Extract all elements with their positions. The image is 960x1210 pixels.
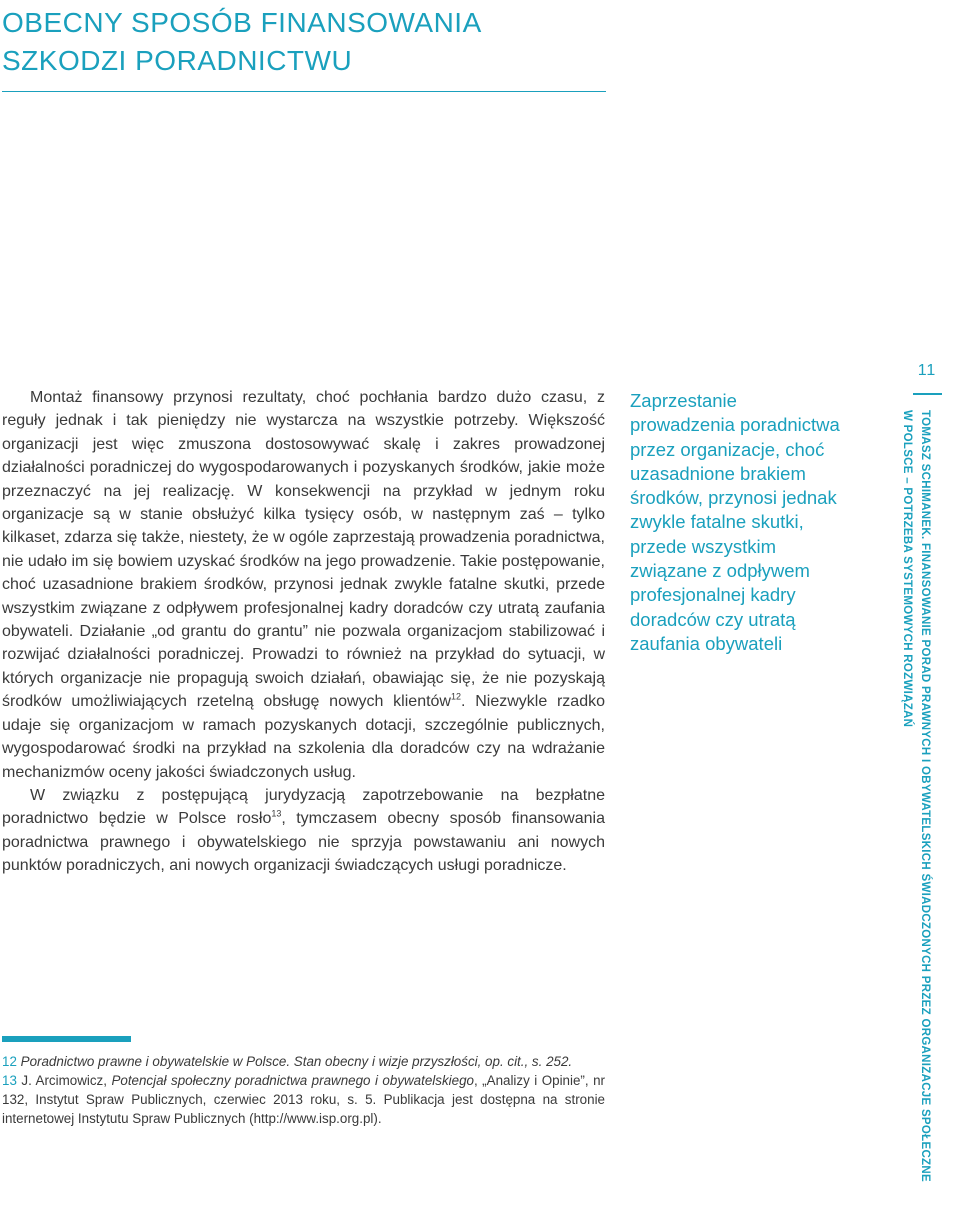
body-paragraph — [2, 784, 605, 878]
footnote-number: 13 — [2, 1073, 17, 1088]
body-text — [2, 386, 605, 878]
footnote-item — [2, 1071, 605, 1128]
running-head-line: TOMASZ SCHIMANEK. FINANSOWANIE PORAD PRAWNYCH I OBYWATELSKICH ŚWIADCZONYCH PRZEZ ORGANIZACJE SPOŁECZNE — [919, 410, 931, 1182]
paragraph-text: , tymczasem obecny sposób finansowania poradnictwa prawnego i obywatelskiego nie sprzyja powstawaniu ani nowych punktów poradniczych, ani nowych organizacji świadczących usługi poradnicze. — [2, 810, 605, 875]
paragraph-text: Montaż finansowy przynosi rezultaty, choć pochłania bardzo dużo czasu, z reguły jednak i tak pieniędzy nie wystarcza na wszystkie potrzeby. Większość organizacji jest więc zmuszona dostosowywać skalę i zakres prowadzonej działalności poradniczej do wygospodarowanych i pozyskanych środków, jakie może przeznaczyć na jej realizację. W konsekwencji na przykład w jednym roku organizacje są w stanie obsłużyć kilka tysięcy osób, w następnym zaś – tylko kilkaset, zdarza się także, niestety, że w ogóle zaprzestają prowadzenia poradnictwa, nie udało im się bowiem uzyskać środków na jego prowadzenie. Takie postępowanie, choć uzasadnione brakiem środków, przynosi jednak zwykle fatalne skutki, przede wszystkim związane z odpływem profesjonalnej kadry doradców czy utratą zaufania obywateli. Działanie „od grantu do grantu” nie pozwala organizacjom stabilizować i rozwijać działalności poradniczej. Prowadzi to również na przykład do sytuacji, w których organizacje nie propagują swoich działań, obawiając się, że nie pozyskają środków umożliwiających rzetelną obsługę nowych klientów — [2, 389, 605, 711]
footnote-text: , „Analizy i Opinie”, nr 132, Instytut Spraw Publicznych, czerwiec 2013 roku, s. 5. Publikacja jest dostępna na stronie internetowej Instytutu Spraw Publicznych (http://www.isp.org.pl). — [2, 1073, 605, 1126]
footnote-text: Poradnictwo prawne i obywatelskie w Polsce. Stan obecny i wizje przyszłości, op. cit., s. 252. — [20, 1054, 573, 1069]
title-divider — [2, 91, 606, 92]
body-paragraph — [2, 386, 605, 784]
footnote-title: Potencjał społeczny poradnictwa prawnego i obywatelskiego — [111, 1073, 474, 1088]
paragraph-text: W związku z postępującą jurydyzacją zapotrzebowanie na bezpłatne poradnictwo będzie w Polsce rosło — [2, 786, 605, 828]
footnote-divider — [2, 1036, 131, 1042]
page-title: OBECNY SPOSÓB FINANSOWANIA SZKODZI PORADNICTWU — [2, 7, 481, 76]
footnote-number: 12 — [2, 1054, 17, 1069]
page-number: 11 — [917, 362, 937, 379]
paragraph-text: . Niezwykle rzadko udaje się organizacjom w ramach pozyskanych dotacji, szczególnie publicznych, wygospodarować środki na przykład na szkolenia dla doradców czy na wdrażanie mechanizmów oceny jakości świadczonych usług. — [2, 693, 605, 781]
running-head-line: W POLSCE – POTRZEBA SYSTEMOWYCH ROZWIĄZAŃ — [901, 410, 913, 728]
footnotes — [2, 1052, 605, 1128]
footnote-ref[interactable]: 12 — [450, 691, 461, 702]
footnote-author: J. Arcimowicz, — [21, 1073, 112, 1088]
sidebar-pull-quote: Zaprzestanie prowadzenia poradnictwa przez organizacje, choć uzasadnione brakiem środków, przynosi jednak zwykle fatalne skutki, przede wszystkim związane z odpływem profesjonalnej kadry doradców czy utratą zaufania obywateli — [630, 390, 840, 654]
running-head — [898, 410, 934, 1210]
page-number-divider — [913, 393, 942, 395]
footnote-ref[interactable]: 13 — [271, 808, 282, 819]
footnote-item — [2, 1052, 605, 1071]
